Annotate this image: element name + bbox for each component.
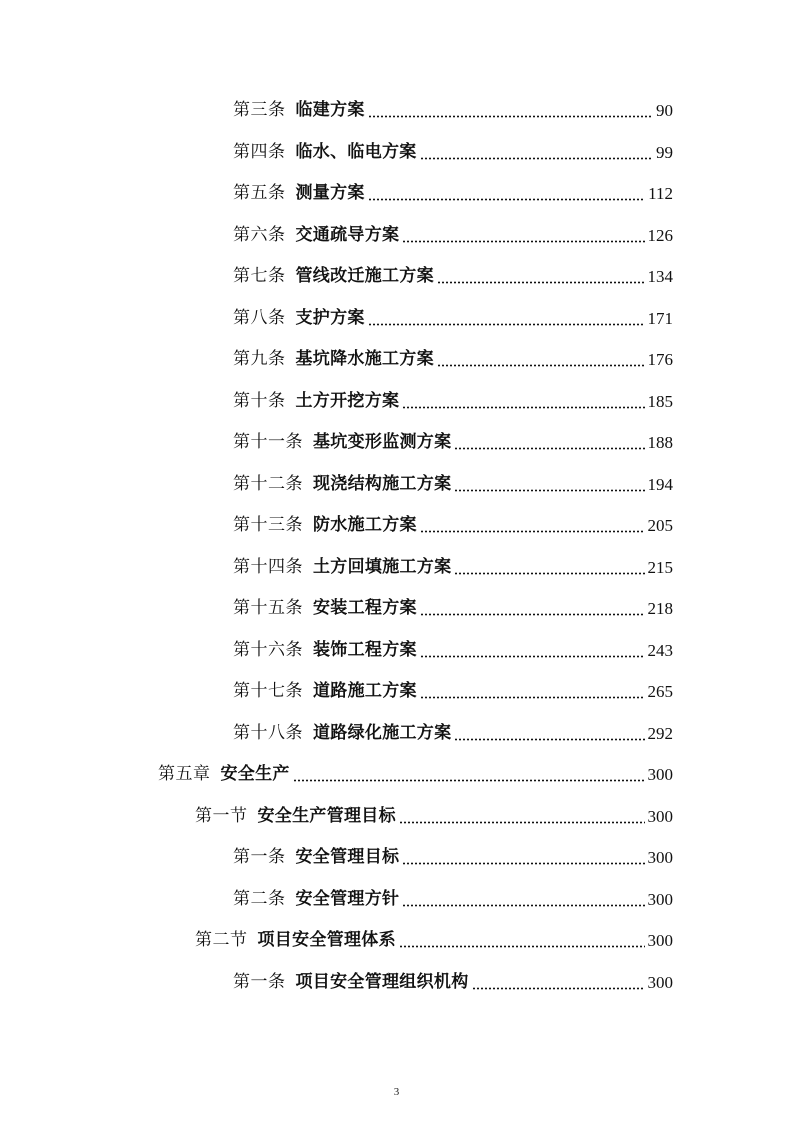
toc-dot-leader — [420, 655, 645, 658]
toc-entry-page: 300 — [647, 806, 673, 826]
toc-entry-number: 第二条 — [233, 888, 286, 909]
toc-entry-title: 安全管理目标 — [295, 847, 400, 868]
toc-entry-page: 292 — [647, 723, 673, 743]
toc-dot-leader — [368, 323, 645, 326]
toc-entry-page: 215 — [647, 557, 673, 577]
toc-entry[interactable] — [0, 422, 793, 464]
toc-entry-number: 第十条 — [233, 390, 286, 411]
toc-entry[interactable] — [0, 671, 793, 713]
toc-entry-title: 土方回填施工方案 — [313, 556, 452, 577]
toc-entry-page: 176 — [647, 350, 673, 370]
toc-entry[interactable] — [0, 215, 793, 257]
toc-dot-leader — [402, 862, 644, 865]
toc-entry[interactable] — [0, 796, 793, 838]
toc-dot-leader — [454, 738, 644, 741]
toc-dot-leader — [399, 945, 645, 948]
toc-dot-leader — [454, 489, 644, 492]
toc-entry-page: 134 — [647, 267, 673, 287]
toc-entry-page: 300 — [647, 848, 673, 868]
toc-entry-number: 第七条 — [233, 266, 286, 287]
toc-entry[interactable] — [0, 464, 793, 506]
toc-entry-page: 205 — [647, 516, 673, 536]
toc-entry-number: 第八条 — [233, 307, 286, 328]
toc-entry-page: 90 — [656, 101, 673, 121]
toc-entry-page: 300 — [647, 765, 673, 785]
toc-entry[interactable] — [0, 381, 793, 423]
toc-entry-page: 300 — [647, 889, 673, 909]
toc-entry[interactable] — [0, 962, 793, 1004]
toc-entry-title: 基坑变形监测方案 — [313, 432, 452, 453]
toc-entry-title: 道路绿化施工方案 — [313, 722, 452, 743]
toc-entry-number: 第五条 — [233, 183, 286, 204]
toc-dot-leader — [420, 613, 645, 616]
toc-entry-title: 防水施工方案 — [313, 515, 417, 536]
toc-entry[interactable] — [0, 173, 793, 215]
toc-dot-leader — [454, 572, 644, 575]
toc-entry[interactable] — [0, 837, 793, 879]
toc-entry-title: 安全管理方针 — [295, 888, 400, 909]
toc-entry-page: 99 — [656, 142, 673, 162]
toc-entry[interactable] — [0, 132, 793, 174]
toc-dot-leader — [402, 406, 644, 409]
toc-entry[interactable] — [0, 920, 793, 962]
toc-entry-page: 171 — [647, 308, 673, 328]
toc-entry-title: 道路施工方案 — [313, 681, 417, 702]
toc-entry-page: 185 — [647, 391, 673, 411]
toc-entry-number: 第一节 — [195, 805, 248, 826]
toc-entry-page: 300 — [647, 972, 673, 992]
toc-entry-number: 第十二条 — [233, 473, 303, 494]
toc-dot-leader — [402, 904, 644, 907]
toc-entry-page: 188 — [647, 433, 673, 453]
toc-entry-number: 第十三条 — [233, 515, 303, 536]
toc-entry-number: 第十五条 — [233, 598, 303, 619]
toc-entry-title: 临建方案 — [295, 100, 365, 121]
toc-entry-title: 基坑降水施工方案 — [295, 349, 434, 370]
toc-entry[interactable] — [0, 547, 793, 589]
toc-entry-number: 第九条 — [233, 349, 286, 370]
toc-entry-title: 安全生产 — [220, 764, 290, 785]
toc-entry-number: 第六条 — [233, 224, 286, 245]
toc-dot-leader — [368, 115, 653, 118]
toc-entry[interactable] — [0, 339, 793, 381]
toc-entry-title: 项目安全管理组织机构 — [295, 971, 469, 992]
toc-dot-leader — [420, 696, 645, 699]
toc-entry-title: 支护方案 — [295, 307, 365, 328]
toc-entry-number: 第十八条 — [233, 722, 303, 743]
toc-entry-page: 218 — [647, 599, 673, 619]
toc-dot-leader — [472, 987, 645, 990]
toc-entry-page: 300 — [647, 931, 673, 951]
toc-entry-title: 现浇结构施工方案 — [313, 473, 452, 494]
toc-entry[interactable] — [0, 630, 793, 672]
toc-entry-number: 第一条 — [233, 847, 286, 868]
toc-dot-leader — [454, 447, 644, 450]
toc-dot-leader — [293, 779, 645, 782]
toc-entry[interactable] — [0, 505, 793, 547]
table-of-contents — [0, 90, 793, 1003]
toc-entry-title: 土方开挖方案 — [295, 390, 400, 411]
toc-entry-title: 安全生产管理目标 — [257, 805, 396, 826]
toc-dot-leader — [437, 281, 645, 284]
toc-dot-leader — [402, 240, 644, 243]
toc-entry[interactable] — [0, 588, 793, 630]
toc-entry-page: 112 — [648, 184, 673, 204]
toc-entry-title: 测量方案 — [295, 183, 365, 204]
toc-dot-leader — [399, 821, 645, 824]
toc-entry-number: 第五章 — [158, 764, 211, 785]
toc-entry-title: 装饰工程方案 — [313, 639, 417, 660]
toc-entry[interactable] — [0, 256, 793, 298]
toc-entry-number: 第一条 — [233, 971, 286, 992]
toc-dot-leader — [368, 198, 645, 201]
toc-entry-page: 126 — [647, 225, 673, 245]
toc-entry-number: 第二节 — [195, 930, 248, 951]
toc-dot-leader — [420, 530, 645, 533]
toc-dot-leader — [437, 364, 645, 367]
toc-entry-number: 第十七条 — [233, 681, 303, 702]
toc-entry-page: 243 — [647, 640, 673, 660]
toc-entry[interactable] — [0, 879, 793, 921]
toc-entry-number: 第十一条 — [233, 432, 303, 453]
toc-entry-title: 安装工程方案 — [313, 598, 417, 619]
toc-entry-title: 临水、临电方案 — [295, 141, 417, 162]
toc-entry-title: 管线改迁施工方案 — [295, 266, 434, 287]
toc-entry-page: 194 — [647, 474, 673, 494]
toc-entry[interactable] — [0, 713, 793, 755]
toc-entry[interactable] — [0, 298, 793, 340]
toc-entry-number: 第三条 — [233, 100, 286, 121]
toc-entry[interactable] — [0, 754, 793, 796]
toc-dot-leader — [420, 157, 653, 160]
toc-entry-page: 265 — [647, 682, 673, 702]
toc-entry-number: 第十六条 — [233, 639, 303, 660]
toc-entry-title: 交通疏导方案 — [295, 224, 400, 245]
toc-entry-title: 项目安全管理体系 — [257, 930, 396, 951]
page-number: 3 — [393, 1086, 400, 1098]
toc-entry-number: 第四条 — [233, 141, 286, 162]
toc-entry-number: 第十四条 — [233, 556, 303, 577]
toc-entry[interactable] — [0, 90, 793, 132]
